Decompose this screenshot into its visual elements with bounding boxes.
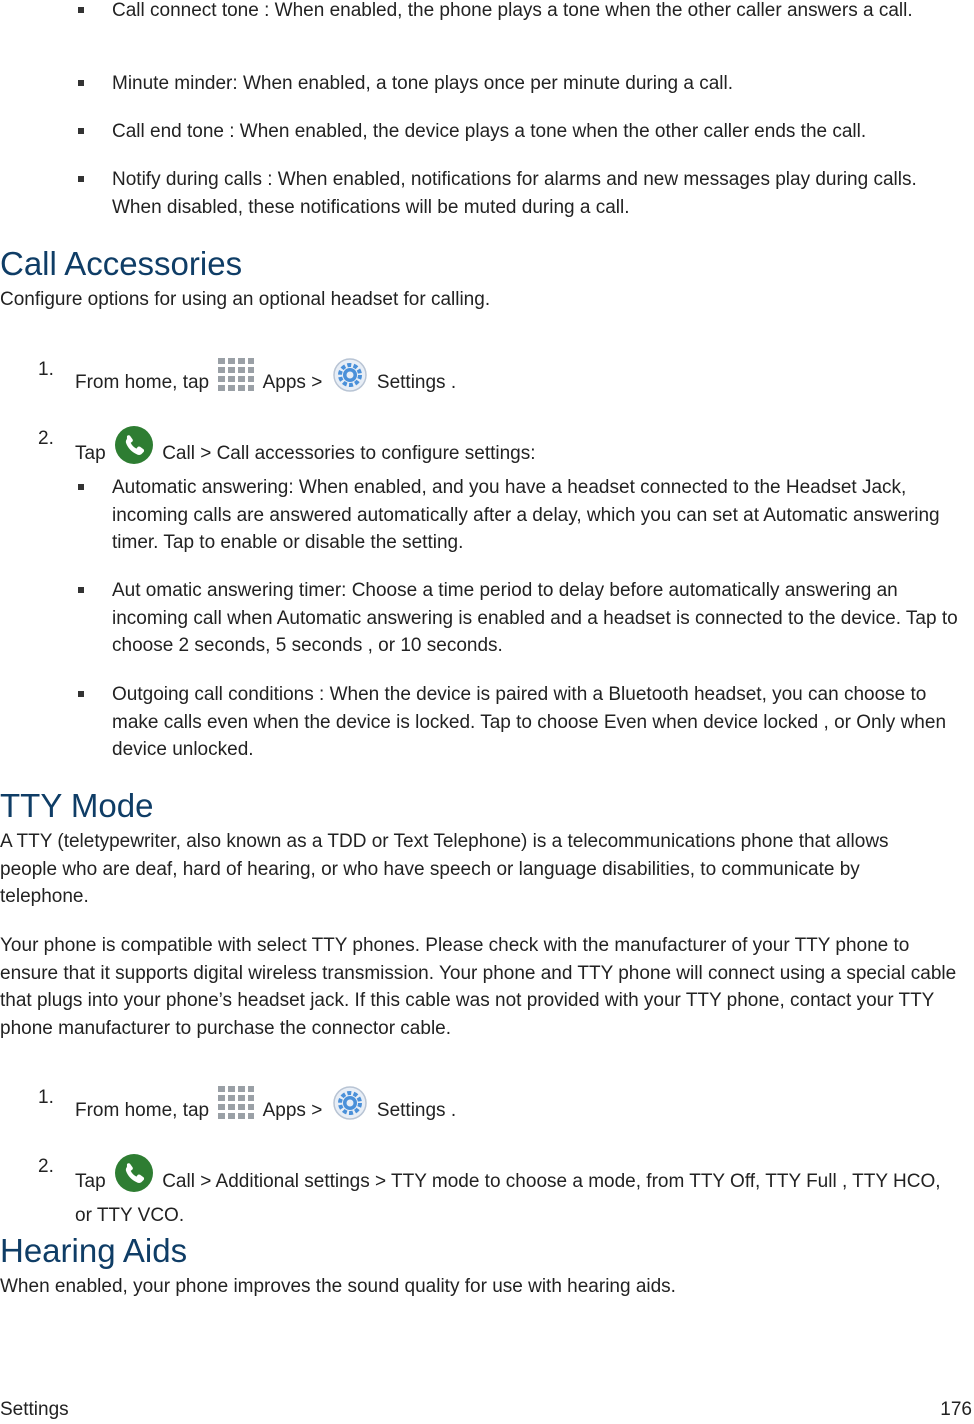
tty-mode-para-1: A TTY (teletypewriter, also known as a TDD or Text Telephone) is a telecommunications phone that allows people who are deaf, hard of hearing, or who have speech or language disabilities, to communicate by telephone. [0, 831, 889, 907]
bullet-text: Call connect tone : When enabled, the phone plays a tone when the other caller answers a call. [112, 0, 913, 21]
apps-grid-icon [217, 356, 255, 403]
step-body: Tap Call > Additional settings > TTY mode to choose a mode, from TTY Off, TTY Full , TTY HCO, or TTY VCO. [75, 1153, 955, 1229]
footer-page-number: 176 [940, 1399, 972, 1420]
settings-gear-icon [331, 1084, 369, 1131]
bullet-marker [78, 80, 84, 86]
bullet-marker [78, 484, 84, 490]
bullet-marker [78, 128, 84, 134]
phone-call-icon [114, 1153, 154, 1202]
step-number: 2. [38, 1156, 54, 1177]
tty-mode-para-2: Your phone is compatible with select TTY phones. Please check with the manufacturer of your TTY phone to ensure that it supports digital wireless transmission. Your phone and TTY phone will connect using a special cable that plugs into your phone’s headset jack. If this cable was not provided with your TTY phone, contact your TTY phone manufacturer to purchase the connector cable. [0, 935, 957, 1039]
bullet-text: Outgoing call conditions : When the device is paired with a Bluetooth headset, you can choose to make calls even when the device is locked. Tap to choose Even when device locked , or Only when device unlocked. [112, 684, 947, 760]
heading-tty-mode: TTY Mode [0, 787, 154, 824]
step-number: 2. [38, 428, 54, 449]
step-number: 1. [38, 359, 54, 380]
bullet-text: Automatic answering: When enabled, and you have a headset connected to the Headset Jack, incoming calls are answered automatically after a delay, which you can set at Automatic answering timer. Tap to enable or disable the setting. [112, 477, 940, 553]
bullet-text: Aut omatic answering timer: Choose a time period to delay before automatically answering an incoming call when Automatic answering is enabled and a headset is connected to the device. Tap to choose 2 seconds, 5 seconds , or 10 seconds. [112, 580, 958, 656]
hearing-aids-intro: When enabled, your phone improves the sound quality for use with hearing aids. [0, 1276, 676, 1297]
step-body: From home, tap Apps > Settings . [75, 1084, 955, 1131]
apps-grid-icon [217, 1084, 255, 1131]
step-body: From home, tap Apps > Settings . [75, 356, 955, 403]
heading-hearing-aids: Hearing Aids [0, 1232, 188, 1269]
call-accessories-intro: Configure options for using an optional headset for calling. [0, 289, 491, 310]
footer-section-name: Settings [0, 1399, 69, 1420]
bullet-marker [78, 176, 84, 182]
phone-call-icon [114, 425, 154, 474]
bullet-text: Minute minder: When enabled, a tone plays once per minute during a call. [112, 73, 734, 94]
heading-call-accessories: Call Accessories [0, 245, 243, 282]
bullet-marker [78, 691, 84, 697]
settings-gear-icon [331, 356, 369, 403]
bullet-text: Notify during calls : When enabled, notifications for alarms and new messages play during calls. When disabled, these notifications will be muted during a call. [112, 169, 917, 218]
bullet-marker [78, 7, 84, 13]
bullet-text: Call end tone : When enabled, the device plays a tone when the other caller ends the call. [112, 121, 867, 142]
bullet-marker [78, 587, 84, 593]
step-body: Tap Call > Call accessories to configure settings: [75, 425, 955, 474]
step-number: 1. [38, 1087, 54, 1108]
